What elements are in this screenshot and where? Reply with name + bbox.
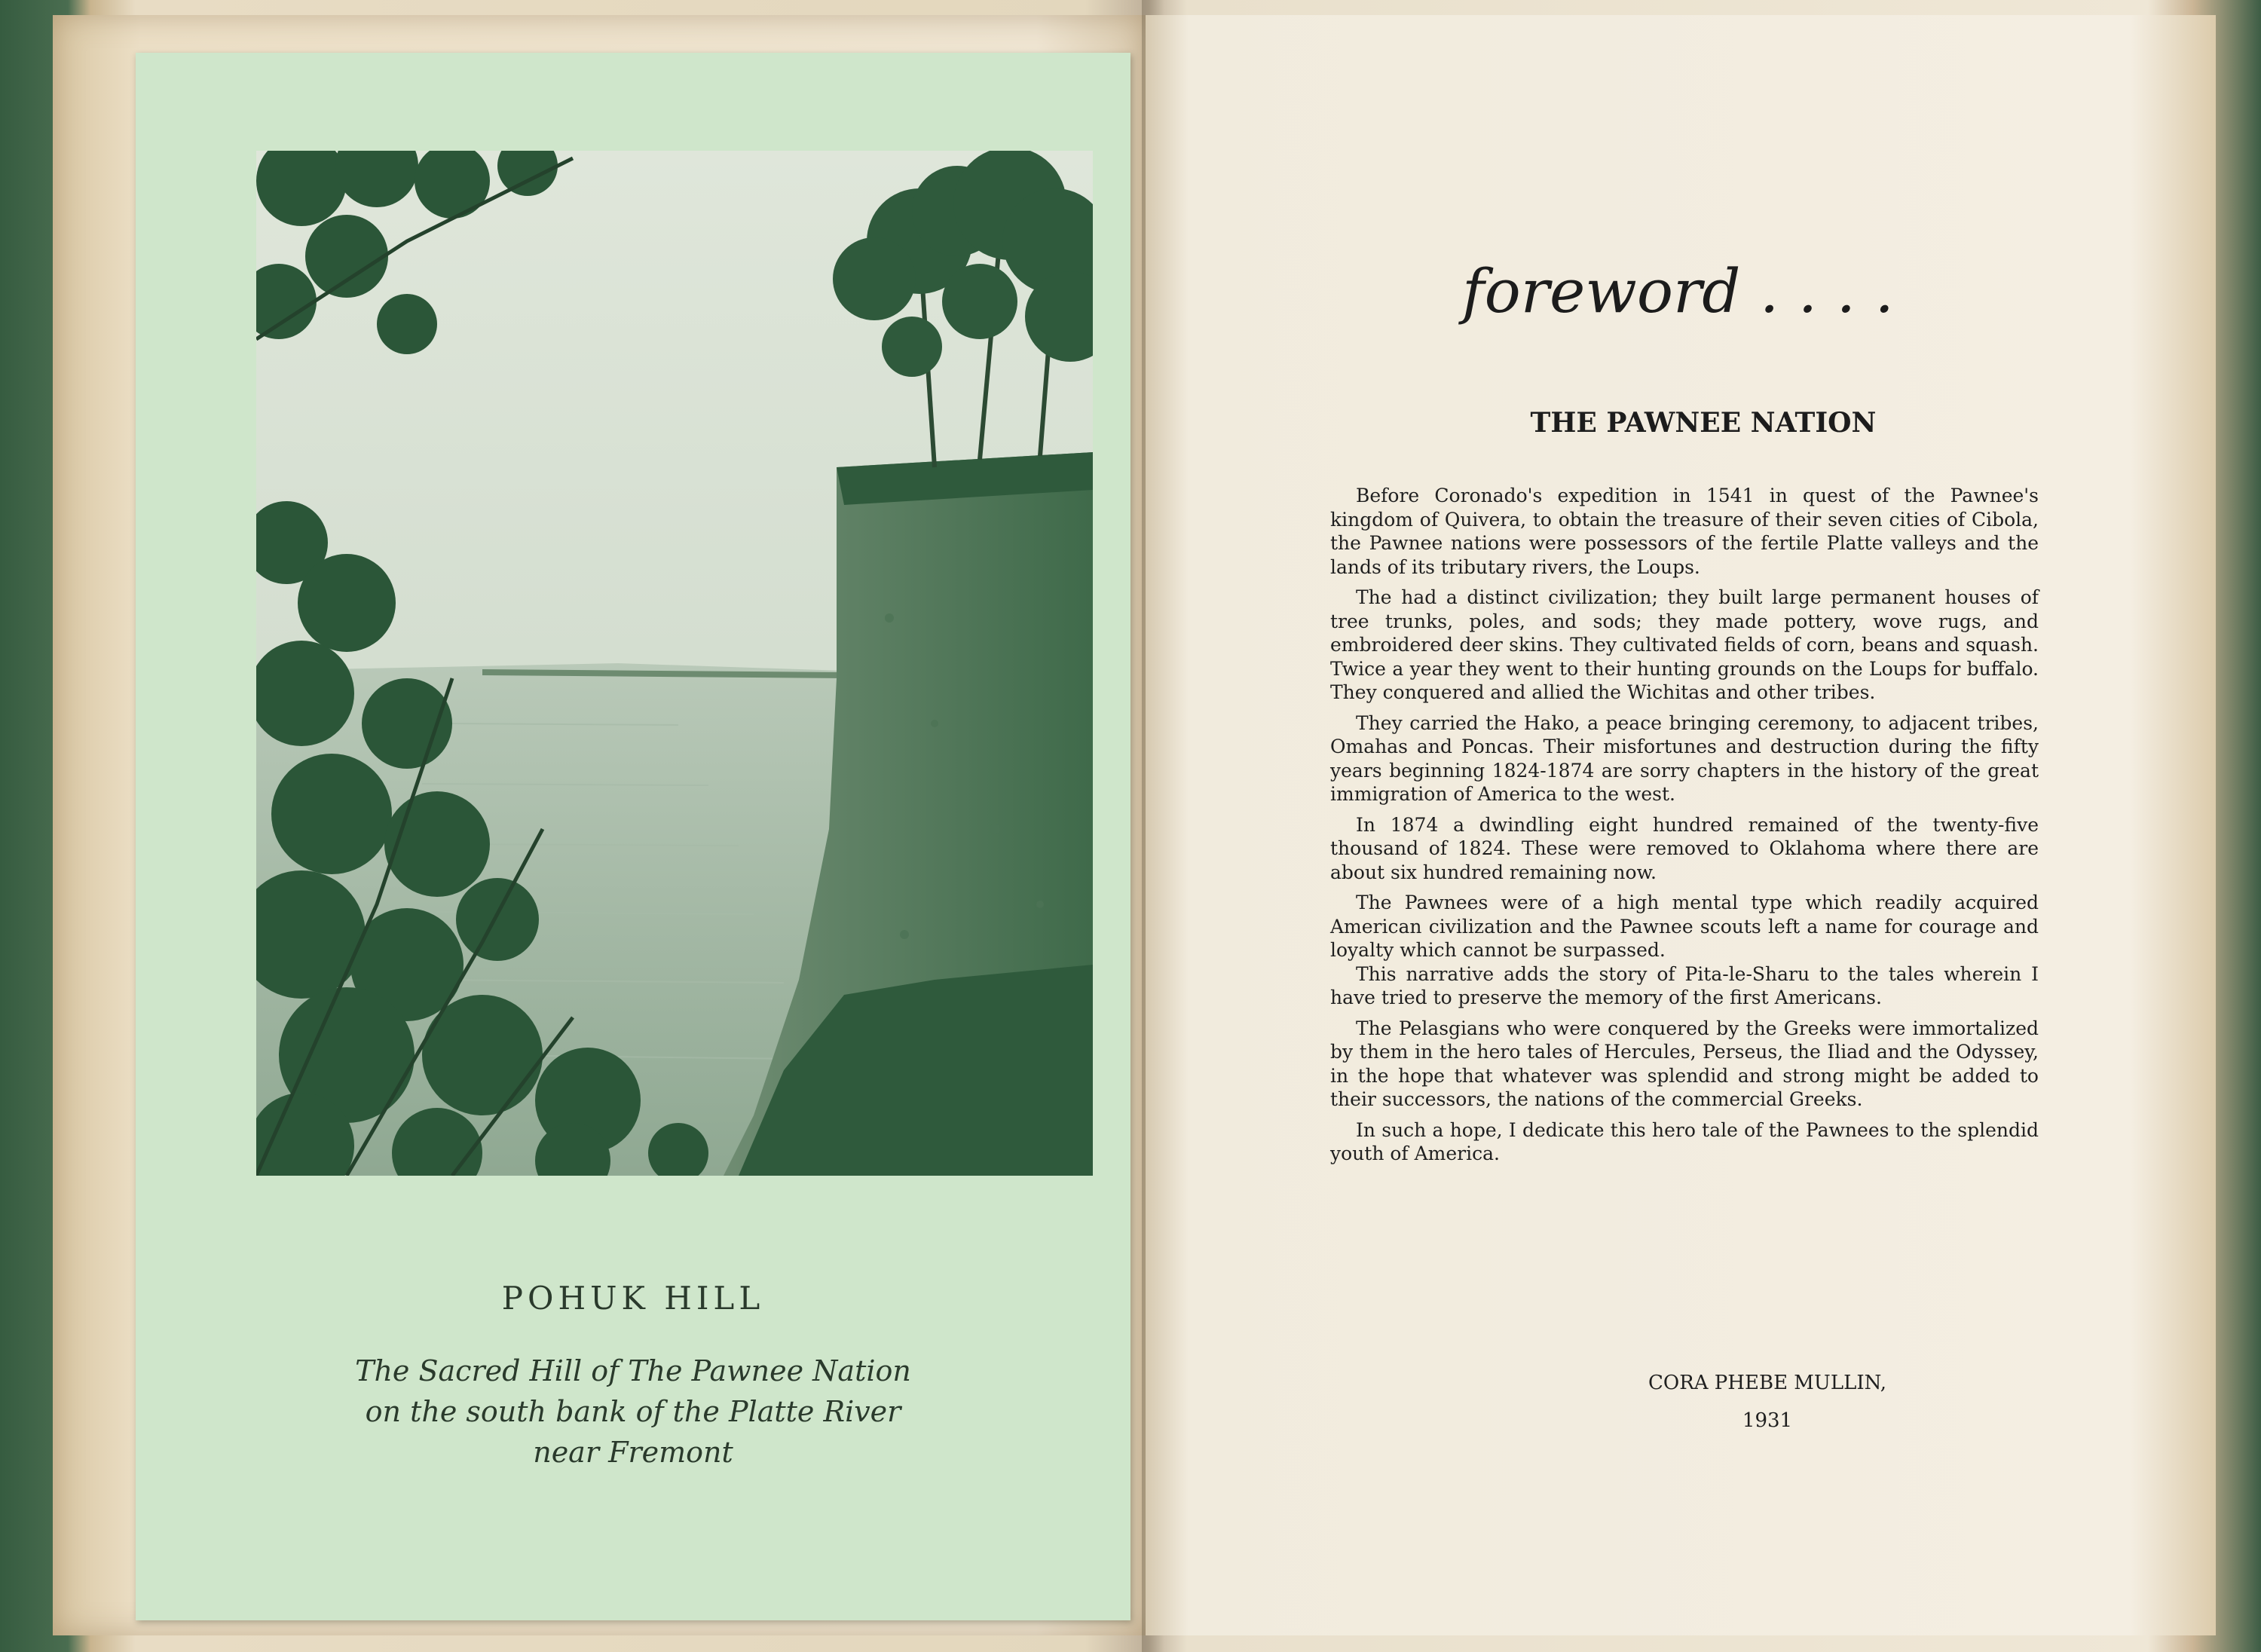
signature-block — [1586, 1364, 1948, 1439]
foreword-heading: foreword . . . . — [1462, 256, 1894, 326]
signature-year: 1931 — [1742, 1409, 1793, 1432]
plate-caption-line: near Fremont — [533, 1436, 733, 1469]
paragraph: Before Coronado's expedition in 1541 in quest of the Pawnee's kingdom of Quivera, to obtain the treasure of their seven cities of Cibola, the Pawnee nations were possessors of the fertile Platte valleys and the lands of its tributary rivers, the Loups. — [1330, 485, 2039, 578]
plate-caption-line: The Sacred Hill of The Pawnee Nation — [355, 1354, 911, 1387]
plate-title: POHUK HILL — [501, 1280, 765, 1317]
paragraph: The had a distinct civilization; they built large permanent houses of tree trunks, poles, and sods; they made pottery, wove rugs, and embroidered deer skins. They cultivated fields of corn, beans and squash. Twice a year they went to their hunting grounds on the Loups for buffalo. They conquered and allied the Wichitas and other tribes. — [1330, 586, 2039, 703]
foreword-body — [1330, 484, 2039, 1173]
plate-caption — [136, 1351, 1130, 1473]
paragraph: The Pawnees were of a high mental type which readily acquired American civilization and the Pawnee scouts left a name for courage and loyalty which cannot be surpassed. — [1330, 892, 2039, 961]
paragraph: In such a hope, I dedicate this hero tale of the Pawnees to the splendid youth of America. — [1330, 1118, 2039, 1164]
pohuk-hill-photo — [256, 151, 1093, 1176]
photo-plate — [136, 53, 1130, 1620]
paragraph: In 1874 a dwindling eight hundred remained of the twenty-five thousand of 1824. These were removed to Oklahoma where there are about six hundred remaining now. — [1330, 813, 2039, 883]
paragraph: This narrative adds the story of Pita-le-Sharu to the tales wherein I have tried to preserve the memory of the first Americans. — [1330, 962, 2039, 1008]
paragraph: They carried the Hako, a peace bringing ceremony, to adjacent tribes, Omahas and Poncas. Their misfortunes and destruction during the fifty years beginning 1824-1874 are sorry chapters in the history of the great immigration of America to the west. — [1330, 711, 2039, 805]
river-cliff-illustration — [256, 151, 1093, 1176]
right-page — [1146, 15, 2216, 1635]
author-name: CORA PHEBE MULLIN, — [1648, 1372, 1886, 1394]
left-page — [53, 15, 1146, 1635]
paragraph: The Pelasgians who were conquered by the Greeks were immortalized by them in the hero tales of Hercules, Perseus, the Iliad and the Odyssey, in the hope that whatever was splendid and strong might be added to their successors, the nations of the commercial Greeks. — [1330, 1017, 2039, 1110]
plate-caption-line: on the south bank of the Platte River — [365, 1395, 901, 1428]
section-title: THE PAWNEE NATION — [1530, 407, 1877, 439]
